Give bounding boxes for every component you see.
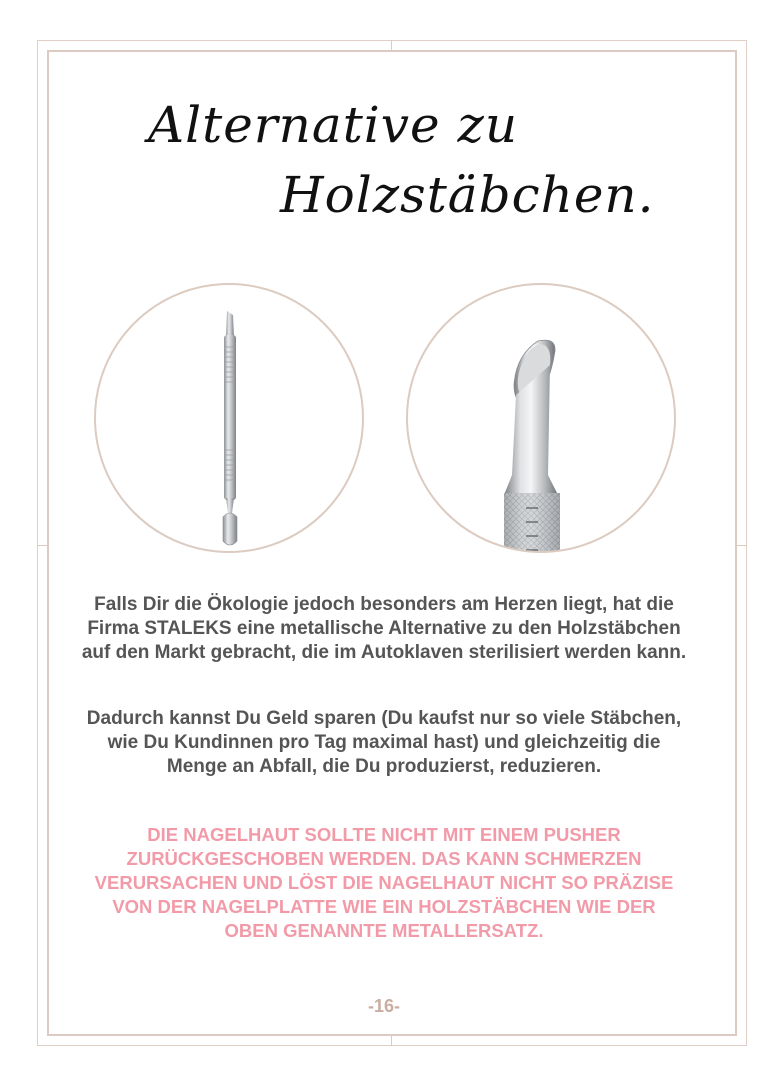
- warning-note: DIE NAGELHAUT SOLLTE NICHT MIT EINEM PUSHER ZURÜCKGESCHOBEN WERDEN. DAS KANN SCHMERZEN VERURSACHEN UND LÖST DIE NAGELHAUT NICHT SO PRÄZISE VON DER NAGELPLATTE WIE EIN HOLZSTÄBCHEN WIE DER OBEN GENANNTE METALLERSATZ.: [94, 824, 674, 941]
- paragraph-staleks-alternative: Falls Dir die Ökologie jedoch besonders am Herzen liegt, hat die Firma STALEKS eine metallische Alternative zu den Holzstäbchen auf den Markt gebracht, die im Autoklaven sterilisiert werden kann.: [81, 594, 687, 663]
- frame-tick-bottom: [391, 1036, 392, 1046]
- cuticle-pusher-closeup-icon: [408, 285, 676, 553]
- page-title-line-1: Alternative zu: [148, 96, 519, 154]
- frame-tick-right: [737, 545, 747, 546]
- page-title-line-2: Holzstäbchen.: [280, 166, 655, 224]
- page-number: -16-: [367, 996, 400, 1016]
- cuticle-pusher-full-icon: [96, 285, 364, 553]
- frame-tick-left: [37, 545, 47, 546]
- product-image-full-pusher: [94, 283, 364, 553]
- product-image-pusher-closeup: [406, 283, 676, 553]
- frame-tick-top: [391, 40, 392, 50]
- paragraph-save-money: Dadurch kannst Du Geld sparen (Du kaufst nur so viele Stäbchen, wie Du Kundinnen pro Tag maximal hast) und gleichzeitig die Menge an Abfall, die Du produzierst, reduzieren.: [86, 708, 682, 777]
